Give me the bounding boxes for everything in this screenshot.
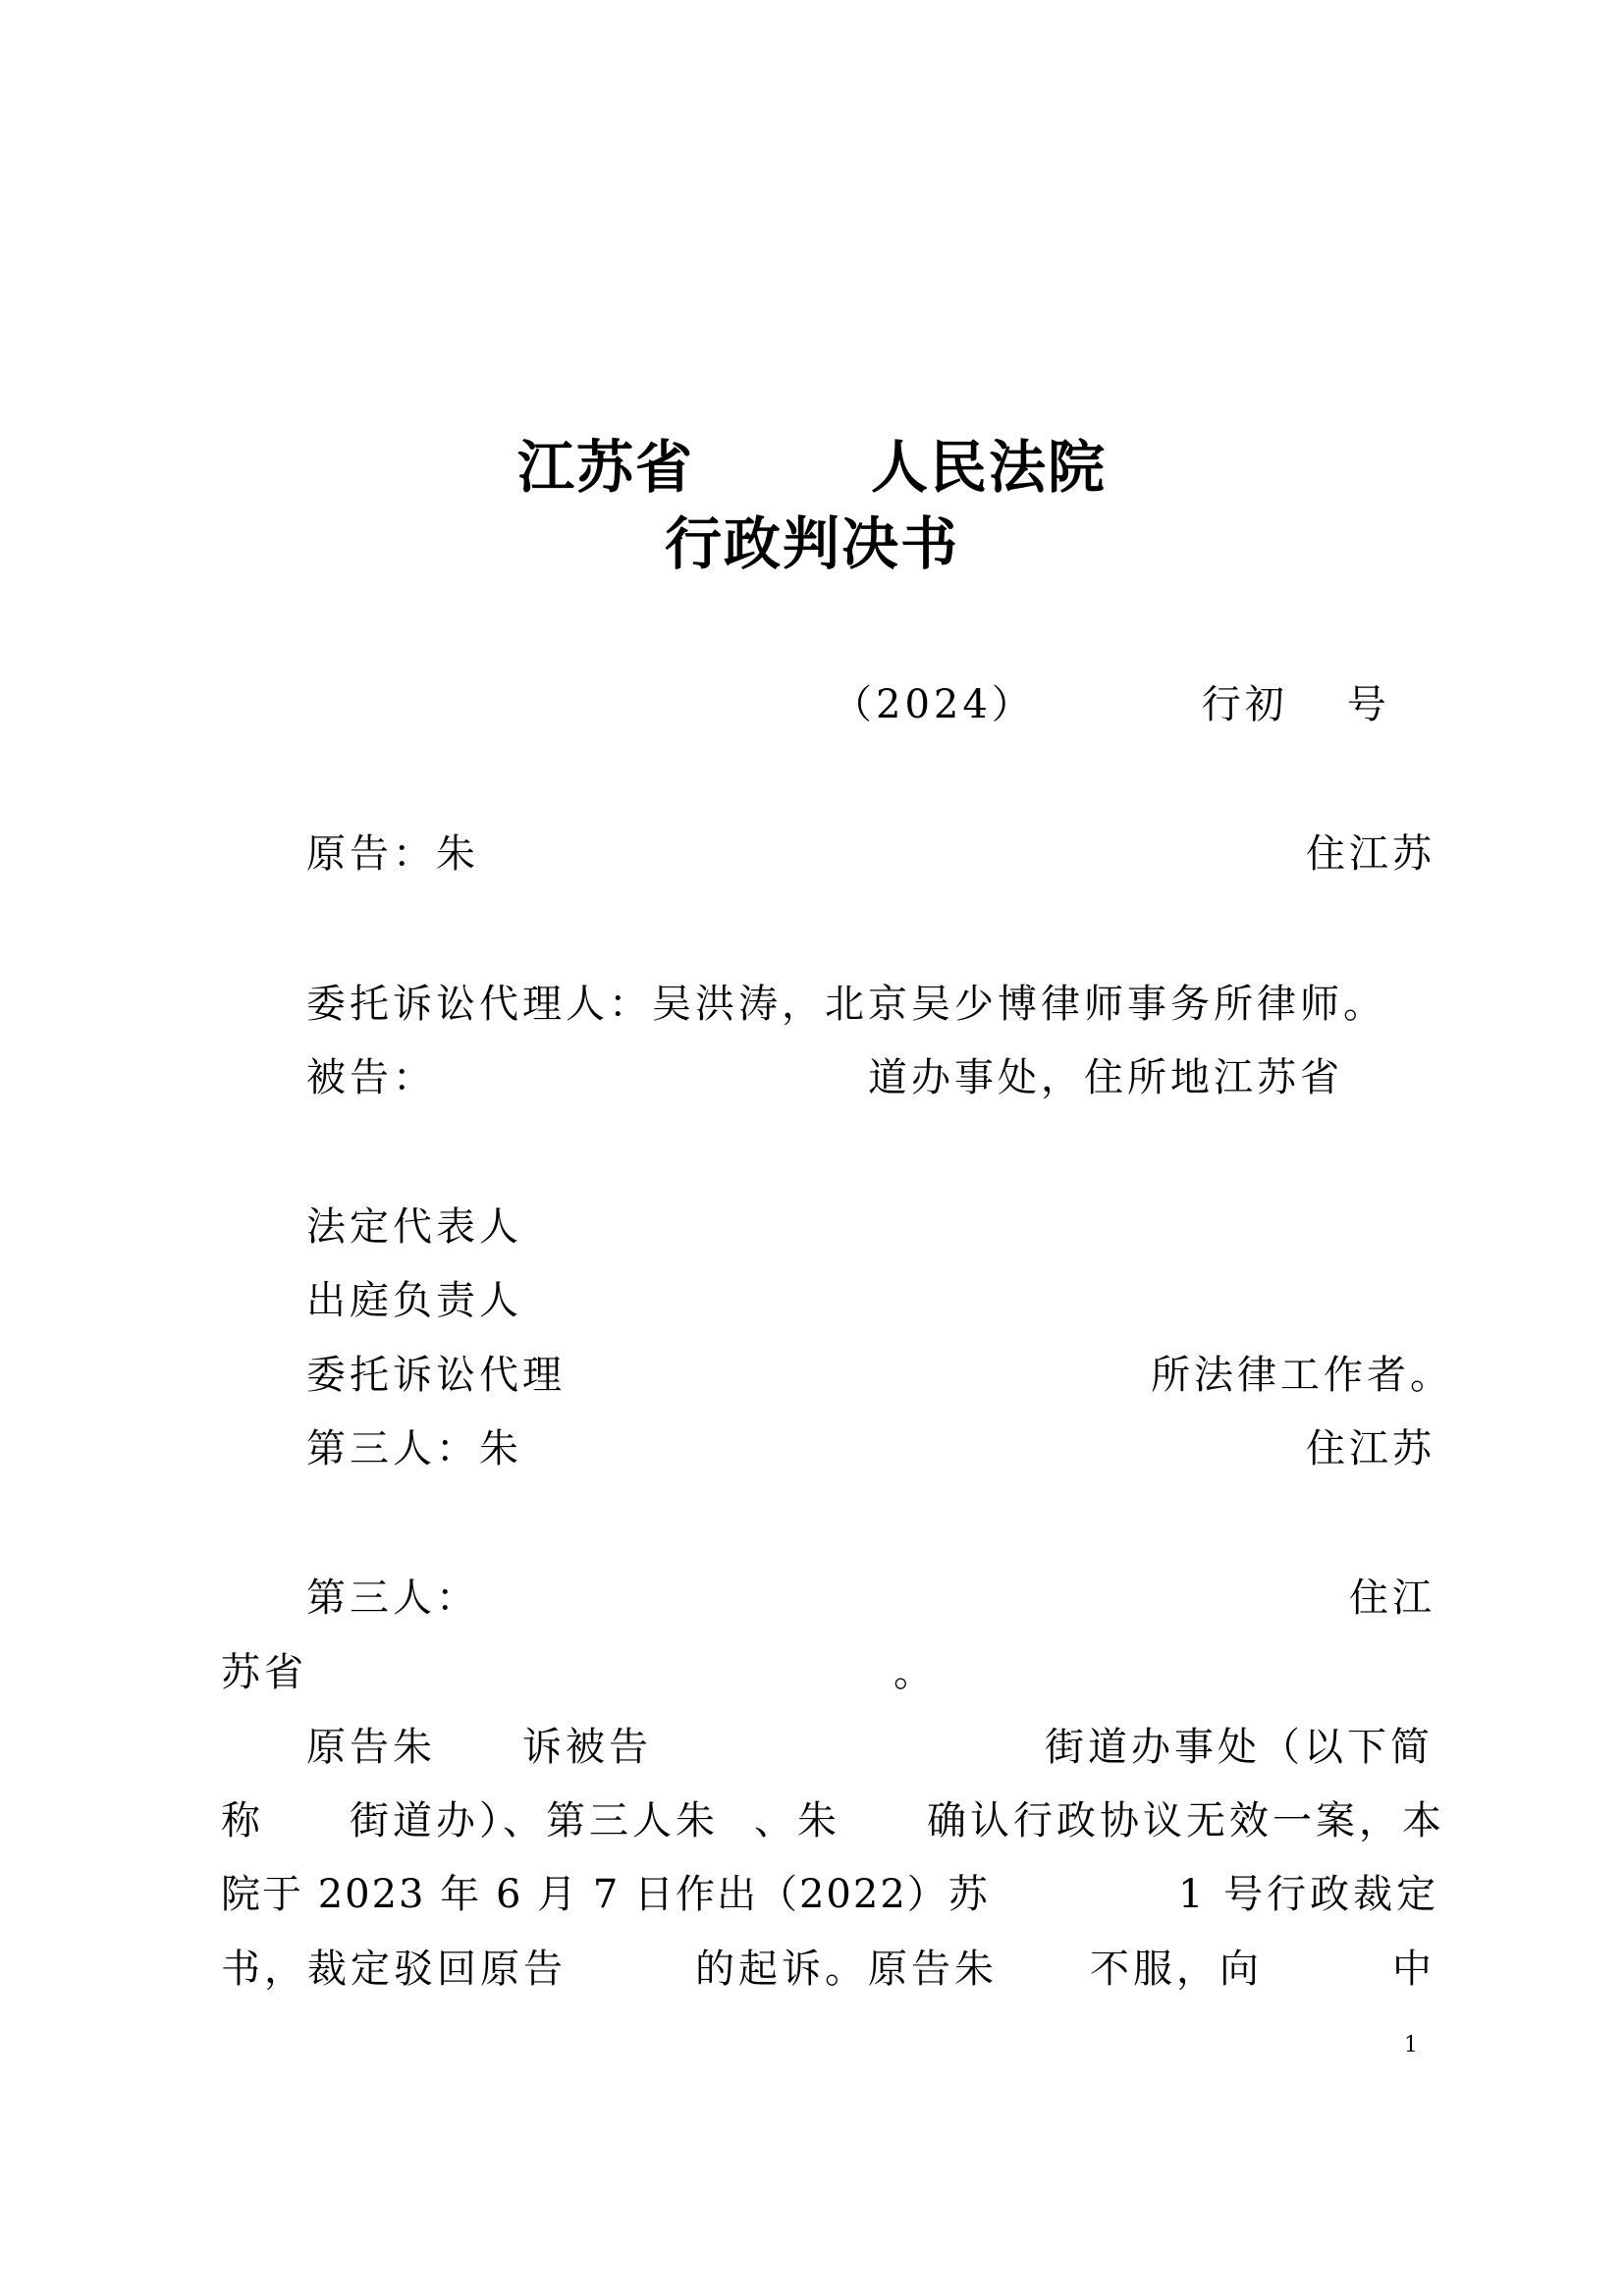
court-prefix: 江苏省 [516, 434, 694, 501]
defendant-name: 道办事处，住所地江苏省 [868, 1055, 1343, 1100]
body-text: 院于 2023 年 6 月 7 日作出（2022）苏 [221, 1872, 990, 1917]
body-text: 不服，向 [1090, 1947, 1263, 1992]
court-representative: 出庭负责人 [306, 1278, 522, 1323]
body-text: 书，裁定驳回原告 [221, 1947, 567, 1992]
third-party-1-address: 住江苏 [1306, 1426, 1435, 1471]
body-text: 确认行政协议无效一案，本 [927, 1798, 1445, 1843]
third-party-1-label: 第三人：朱 [306, 1426, 522, 1471]
body-text: 称 [221, 1798, 264, 1843]
third-party-2-address-cont: 苏省 [221, 1650, 307, 1695]
case-number [833, 677, 1390, 732]
body-text: 街道办）、第三人朱 [350, 1798, 719, 1843]
plaintiff-address: 住江苏 [1306, 831, 1435, 877]
legal-representative: 法定代表人 [306, 1204, 522, 1250]
third-party-2-label: 第三人： [306, 1575, 479, 1621]
defendant-agent-label: 委托诉讼代理 [306, 1353, 566, 1398]
case-suffix: 号 [1346, 682, 1390, 727]
defendant-label: 被告： [306, 1055, 436, 1100]
body-text: 中 [1392, 1947, 1435, 1992]
third-party-2-address: 住江 [1349, 1575, 1435, 1621]
court-suffix: 人民法院 [871, 434, 1108, 501]
case-year: （2024） [833, 682, 1035, 727]
body-text: 1 号行政裁定 [1178, 1872, 1440, 1917]
document-type-title: 行政判决书 [664, 510, 959, 577]
case-type: 行初 [1201, 682, 1288, 727]
body-text: 街道办事处（以下简 [1045, 1725, 1434, 1770]
body-text: 原告朱 [306, 1725, 436, 1770]
court-title [0, 432, 1624, 503]
third-party-2-end: 。 [893, 1650, 937, 1695]
body-text: 的起诉。原告朱 [695, 1947, 998, 1992]
plaintiff-agent: 委托诉讼代理人：吴洪涛，北京吴少博律师事务所律师。 [306, 982, 1386, 1027]
body-text: 诉被告 [522, 1725, 652, 1770]
defendant-agent-tail: 所法律工作者。 [1151, 1353, 1453, 1398]
plaintiff-label: 原告：朱 [306, 831, 479, 877]
page-number: 1 [1404, 2033, 1418, 2057]
body-text: 、朱 [754, 1798, 840, 1843]
